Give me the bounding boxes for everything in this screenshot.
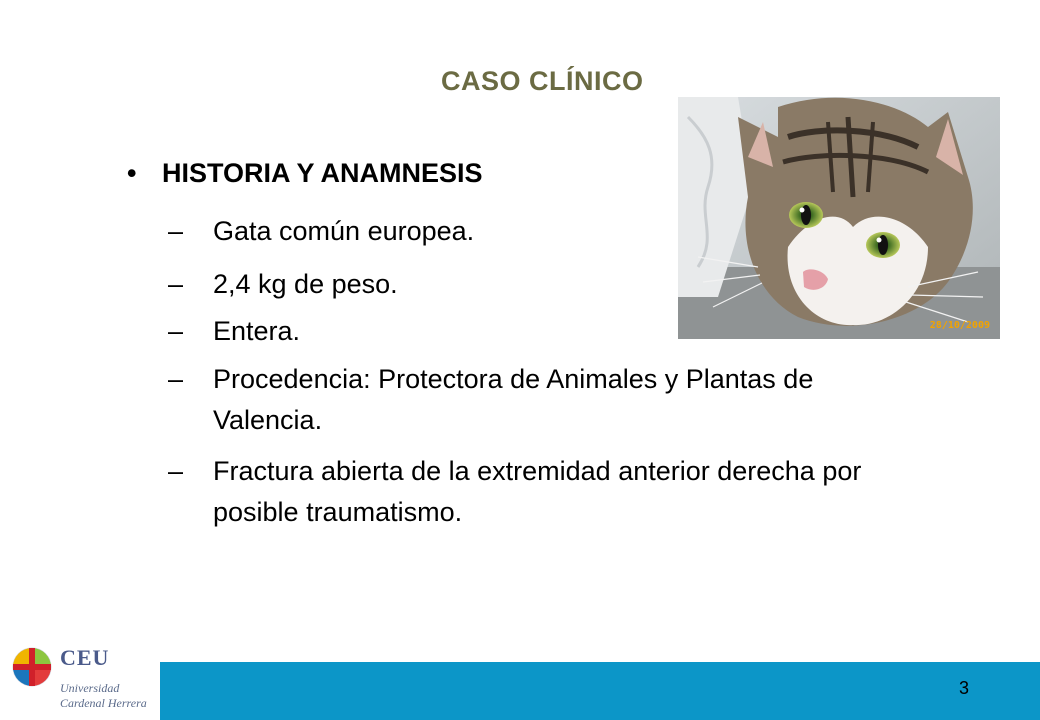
dash-symbol: – — [168, 364, 184, 394]
list-item-text: Entera. — [213, 316, 301, 346]
dash-symbol: – — [168, 216, 184, 246]
logo-university-label: Universidad — [60, 681, 120, 695]
photo-date-stamp: 28/10/2009 — [929, 320, 990, 331]
bullet-symbol: • — [127, 158, 137, 188]
dash-symbol: – — [168, 316, 184, 346]
list-item-text: Gata común europea. — [213, 216, 475, 246]
list-item-text: Fractura abierta de la extremidad anterior derecha por posible traumatismo. — [213, 456, 862, 527]
page-number: 3 — [959, 678, 970, 698]
slide-title: CASO CLÍNICO — [441, 66, 644, 96]
ceu-logo — [12, 647, 157, 713]
list-item-text: Procedencia: Protectora de Animales y Plantas de Valencia. — [213, 364, 814, 435]
footer-bar — [160, 662, 1040, 720]
university-emblem-icon — [12, 647, 52, 687]
list-item-text: 2,4 kg de peso. — [213, 269, 398, 299]
logo-university-name: Cardenal Herrera — [60, 696, 147, 710]
logo-wordmark: CEU — [60, 645, 110, 670]
dash-symbol: – — [168, 456, 184, 486]
section-heading: HISTORIA Y ANAMNESIS — [162, 158, 483, 188]
dash-symbol: – — [168, 269, 184, 299]
